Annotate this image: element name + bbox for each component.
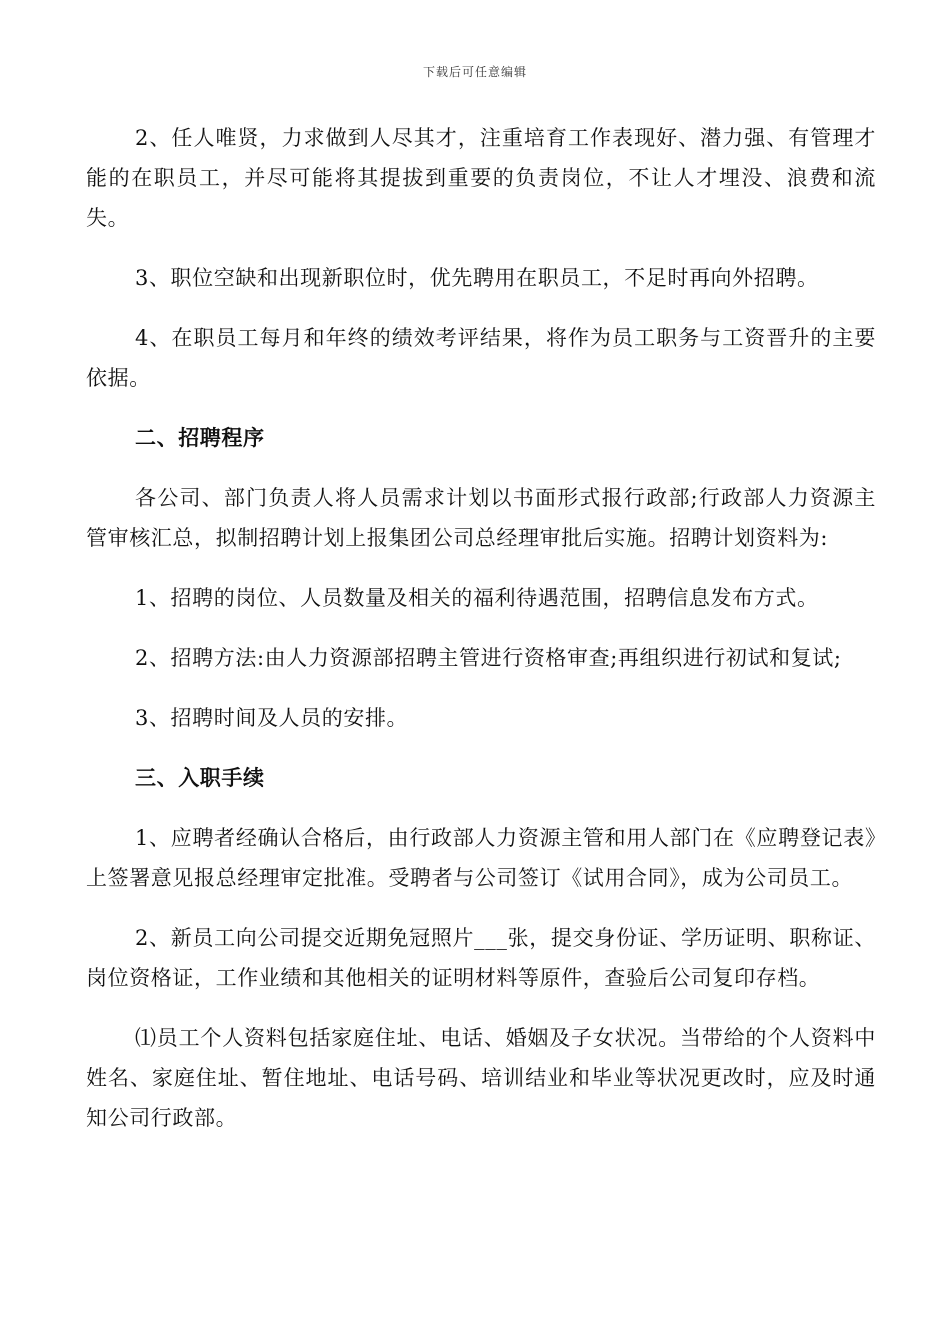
paragraph-item-3: 3、职位空缺和出现新职位时，优先聘用在职员工，不足时再向外招聘。 [135,266,819,290]
paragraph-personal-info: ⑴员工个人资料包括家庭住址、电话、婚姻及子女状况。当带给的个人资料中姓名、家庭住址、暂住地址、电话号码、培训结业和毕业等状况更改时，应及时通知公司行政部。 [86,1026,876,1130]
paragraph-plan-item-2: 2、招聘方法:由人力资源部招聘主管进行资格审查;再组织进行初试和复试; [135,646,842,670]
paragraph-onboarding-item-2: 2、新员工向公司提交近期免冠照片___张，提交身份证、学历证明、职称证、岗位资格证，工作业绩和其他相关的证明材料等原件，查验后公司复印存档。 [86,926,876,990]
paragraph-onboarding-item-1: 1、应聘者经确认合格后，由行政部人力资源主管和用人部门在《应聘登记表》上签署意见报总经理审定批准。受聘者与公司签订《试用合同》，成为公司员工。 [86,826,876,890]
section-heading-recruitment-procedure: 二、招聘程序 [135,425,265,450]
section-heading-onboarding: 三、入职手续 [135,765,265,790]
paragraph-plan-item-3: 3、招聘时间及人员的安排。 [135,706,409,730]
paragraph-plan-item-1: 1、招聘的岗位、人员数量及相关的福利待遇范围，招聘信息发布方式。 [135,586,819,610]
document-body [86,118,876,1158]
paragraph-recruitment-plan: 各公司、部门负责人将人员需求计划以书面形式报行政部;行政部人力资源主管审核汇总，拟制招聘计划上报集团公司总经理审批后实施。招聘计划资料为: [86,486,876,550]
paragraph-item-2: 2、任人唯贤，力求做到人尽其才，注重培育工作表现好、潜力强、有管理才能的在职员工，并尽可能将其提拔到重要的负责岗位，不让人才埋没、浪费和流失。 [86,126,876,230]
paragraph-item-4: 4、在职员工每月和年终的绩效考评结果，将作为员工职务与工资晋升的主要依据。 [86,326,876,390]
header-note: 下载后可任意编辑 [422,65,527,79]
